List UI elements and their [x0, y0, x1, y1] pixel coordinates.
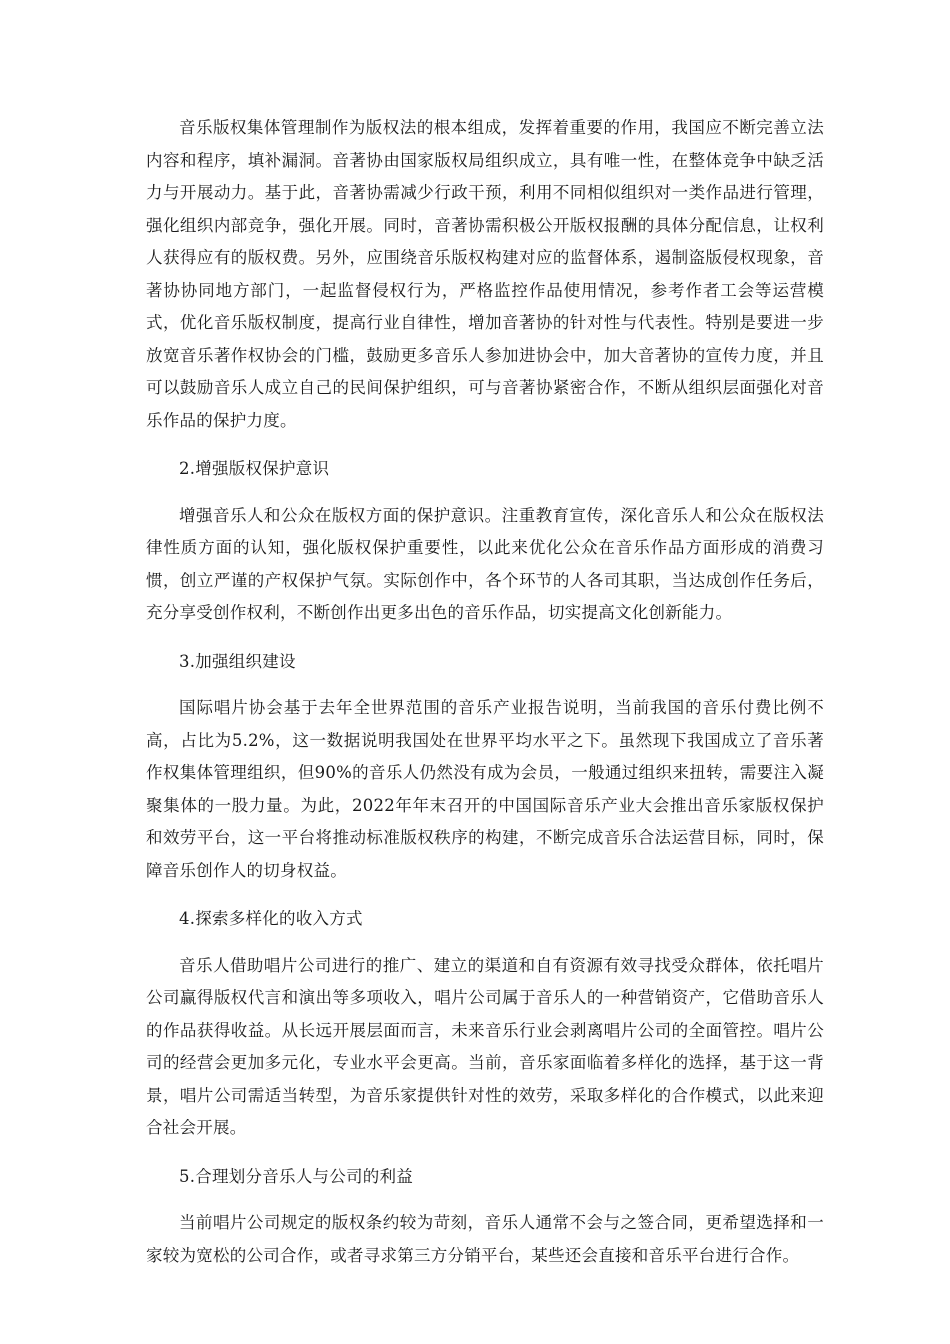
paragraph-income-diversification: 音乐人借助唱片公司进行的推广、建立的渠道和自有资源有效寻找受众群体，依托唱片公司赢得版权代言和演出等多项收入，唱片公司属于音乐人的一种营销资产，它借助音乐人的作品获得收益。从长远开展层面而言，未来音乐行业会剥离唱片公司的全面管控。唱片公司的经营会更加多元化，专业水平会更高。当前，音乐家面临着多样化的选择，基于这一背景，唱片公司需适当转型，为音乐家提供针对性的效劳，采取多样化的合作模式，以此来迎合社会开展。: [146, 955, 824, 1137]
paragraph-interest-division: 当前唱片公司规定的版权条约较为苛刻，音乐人通常不会与之签合同，更希望选择和一家较为宽松的公司合作，或者寻求第三方分销平台，某些还会直接和音乐平台进行合作。: [146, 1213, 824, 1265]
paragraph-organization-building: 国际唱片协会基于去年全世界范围的音乐产业报告说明，当前我国的音乐付费比例不高，占比为5.2%，这一数据说明我国处在世界平均水平之下。虽然现下我国成立了音乐著作权集体管理组织，但90%的音乐人仍然没有成为会员，一般通过组织来扭转，需要注入凝聚集体的一股力量。为此，2022年年末召开的中国国际音乐产业大会推出音乐家版权保护和效劳平台，这一平台将推动标准版权秩序的构建，不断完成音乐合法运营目标，同时，保障音乐创作人的切身权益。: [146, 698, 824, 880]
section-heading-2: 2.增强版权保护意识: [179, 459, 330, 478]
paragraph-copyright-awareness: 增强音乐人和公众在版权方面的保护意识。注重教育宣传，深化音乐人和公众在版权法律性质方面的认知，强化版权保护重要性，以此来优化公众在音乐作品方面形成的消费习惯，创立严谨的产权保护气氛。实际创作中，各个环节的人各司其职，当达成创作任务后，充分享受创作权利，不断创作出更多出色的音乐作品，切实提高文化创新能力。: [146, 505, 824, 622]
section-heading-4: 4.探索多样化的收入方式: [179, 909, 363, 928]
paragraph-copyright-collective-management: 音乐版权集体管理制作为版权法的根本组成，发挥着重要的作用，我国应不断完善立法内容和程序，填补漏洞。音著协由国家版权局组织成立，具有唯一性，在整体竞争中缺乏活力与开展动力。基于此，音著协需减少行政干预，利用不同相似组织对一类作品进行管理，强化组织内部竞争，强化开展。同时，音著协需积极公开版权报酬的具体分配信息，让权利人获得应有的版权费。另外，应围绕音乐版权构建对应的监督体系，遏制盗版侵权现象，音著协协同地方部门，一起监督侵权行为，严格监控作品使用情况，参考作者工会等运营模式，优化音乐版权制度，提高行业自律性，增加音著协的针对性与代表性。特别是要进一步放宽音乐著作权协会的门槛，鼓励更多音乐人参加进协会中，加大音著协的宣传力度，并且可以鼓励音乐人成立自己的民间保护组织，可与音著协紧密合作，不断从组织层面强化对音乐作品的保护力度。: [146, 118, 824, 430]
section-heading-5: 5.合理划分音乐人与公司的利益: [179, 1166, 413, 1186]
section-heading-3: 3.加强组织建设: [179, 651, 296, 671]
